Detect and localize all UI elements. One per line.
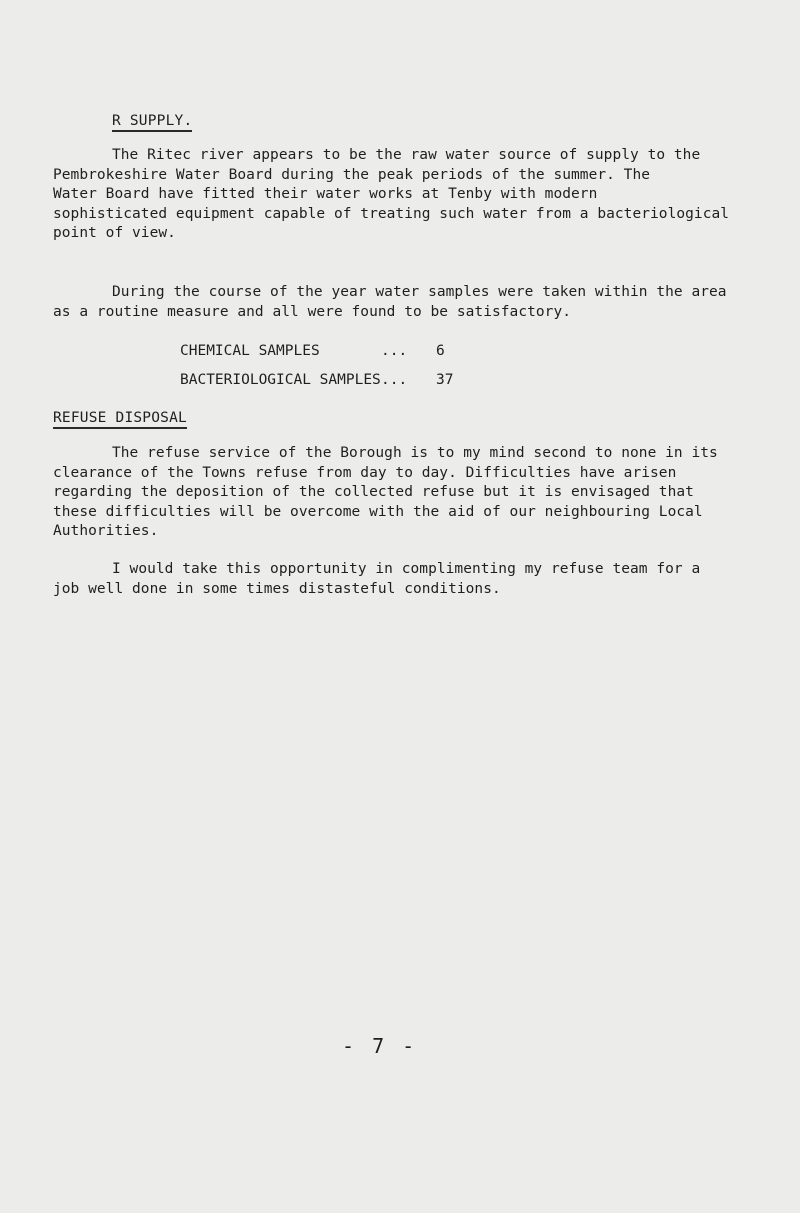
text-line: Authorities. xyxy=(53,523,159,539)
water-supply-paragraph-1 xyxy=(53,146,793,244)
text-line: The Ritec river appears to be the raw water source of supply to the xyxy=(112,147,701,163)
water-supply-heading: R SUPPLY. xyxy=(112,113,192,132)
refuse-disposal-heading: REFUSE DISPOSAL xyxy=(53,410,187,429)
text-line: these difficulties will be overcome with the aid of our neighbouring Local xyxy=(53,503,703,520)
sample-count: 37 xyxy=(436,372,454,388)
text-line: Pembrokeshire Water Board during the peak periods of the summer. The xyxy=(53,166,651,183)
text-line: job well done in some times distasteful conditions. xyxy=(53,580,501,597)
text-line: clearance of the Towns refuse from day to day. Difficulties have arisen xyxy=(53,464,677,481)
sample-label: BACTERIOLOGICAL SAMPLES xyxy=(180,372,381,388)
text-line: Water Board have fitted their water works at Tenby with modern xyxy=(53,186,598,202)
sample-label: CHEMICAL SAMPLES xyxy=(180,343,320,359)
bacteriological-samples-row xyxy=(180,371,454,389)
text-line: point of view. xyxy=(53,225,176,241)
leader-dots: ... xyxy=(381,372,408,388)
text-line: During the course of the year water samples were taken within the area xyxy=(112,284,727,300)
refuse-disposal-paragraph-2 xyxy=(53,560,793,599)
text-line: as a routine measure and all were found to be satisfactory. xyxy=(53,303,572,320)
text-line: I would take this opportunity in complimenting my refuse team for a xyxy=(112,561,701,577)
page-number: - 7 - xyxy=(342,1034,418,1058)
leader-dots: ... xyxy=(381,343,408,359)
refuse-disposal-paragraph-1 xyxy=(53,444,793,542)
water-supply-paragraph-2 xyxy=(53,283,793,322)
text-line: sophisticated equipment capable of treating such water from a bacteriological xyxy=(53,205,730,222)
text-line: The refuse service of the Borough is to my mind second to none in its xyxy=(112,445,718,461)
chemical-samples-row xyxy=(180,342,445,360)
sample-count: 6 xyxy=(436,343,445,359)
text-line: regarding the deposition of the collected refuse but it is envisaged that xyxy=(53,484,694,500)
